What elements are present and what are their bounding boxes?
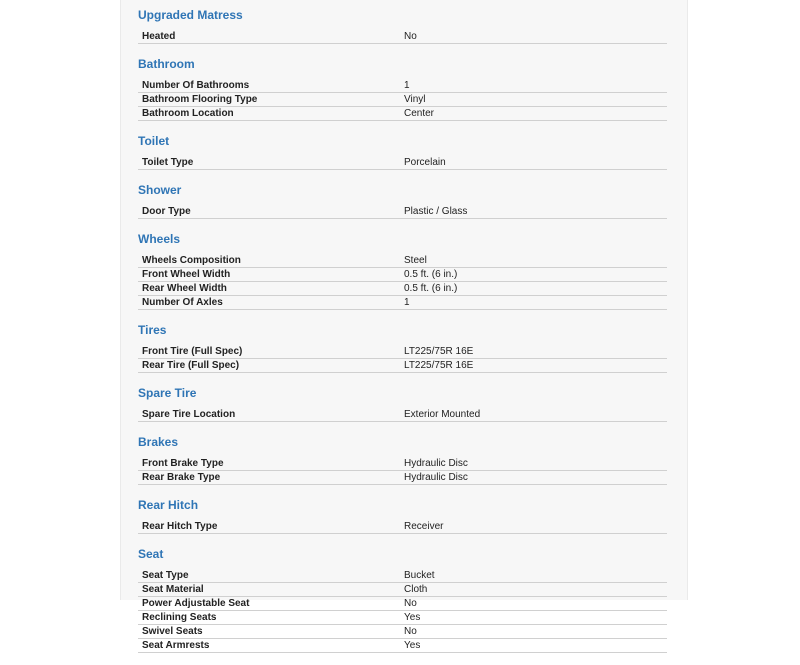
spec-value: 1 bbox=[404, 297, 410, 308]
spec-section bbox=[138, 7, 667, 44]
spec-row bbox=[138, 569, 667, 583]
spec-label: Heated bbox=[142, 31, 176, 42]
spec-table bbox=[138, 345, 667, 373]
spec-label: Seat Type bbox=[142, 570, 189, 581]
spec-value: Porcelain bbox=[404, 157, 446, 168]
spec-section bbox=[138, 322, 667, 373]
spec-table bbox=[138, 408, 667, 422]
spec-value: No bbox=[404, 598, 417, 609]
spec-value: 1 bbox=[404, 80, 410, 91]
spec-table bbox=[138, 254, 667, 310]
spec-table bbox=[138, 79, 667, 121]
spec-table bbox=[138, 457, 667, 485]
spec-row bbox=[138, 583, 667, 597]
spec-table bbox=[138, 520, 667, 534]
spec-row bbox=[138, 597, 667, 611]
spec-value: LT225/75R 16E bbox=[404, 360, 474, 371]
spec-value: Bucket bbox=[404, 570, 435, 581]
spec-label: Bathroom Location bbox=[142, 108, 234, 119]
spec-value: LT225/75R 16E bbox=[404, 346, 474, 357]
spec-section bbox=[138, 133, 667, 170]
spec-section bbox=[138, 385, 667, 422]
spec-list bbox=[138, 7, 667, 665]
spec-table bbox=[138, 156, 667, 170]
spec-row bbox=[138, 282, 667, 296]
spec-section bbox=[138, 231, 667, 310]
spec-row bbox=[138, 268, 667, 282]
spec-row bbox=[138, 296, 667, 310]
spec-value: 0.5 ft. (6 in.) bbox=[404, 283, 458, 294]
spec-value: Receiver bbox=[404, 521, 444, 532]
spec-row bbox=[138, 457, 667, 471]
spec-label: Rear Wheel Width bbox=[142, 283, 227, 294]
spec-label: Number Of Axles bbox=[142, 297, 223, 308]
section-heading: Wheels bbox=[138, 232, 181, 246]
spec-row bbox=[138, 79, 667, 93]
spec-label: Rear Hitch Type bbox=[142, 521, 218, 532]
section-heading: Upgraded Matress bbox=[138, 8, 243, 22]
spec-row bbox=[138, 107, 667, 121]
section-heading: Tires bbox=[138, 323, 167, 337]
spec-label: Rear Brake Type bbox=[142, 472, 221, 483]
spec-row bbox=[138, 625, 667, 639]
spec-label: Rear Tire (Full Spec) bbox=[142, 360, 240, 371]
spec-row bbox=[138, 471, 667, 485]
spec-value: Yes bbox=[404, 640, 421, 651]
spec-row bbox=[138, 254, 667, 268]
spec-value: Center bbox=[404, 108, 435, 119]
spec-label: Swivel Seats bbox=[142, 626, 203, 637]
spec-value: Exterior Mounted bbox=[404, 409, 481, 420]
spec-label: Toilet Type bbox=[142, 157, 194, 168]
spec-label: Reclining Seats bbox=[142, 612, 217, 623]
spec-value: No bbox=[404, 626, 417, 637]
spec-row bbox=[138, 205, 667, 219]
spec-section bbox=[138, 497, 667, 534]
spec-label: Number Of Bathrooms bbox=[142, 80, 250, 91]
spec-value: Yes bbox=[404, 612, 421, 623]
spec-table bbox=[138, 30, 667, 44]
spec-label: Seat Material bbox=[142, 584, 204, 595]
spec-row bbox=[138, 611, 667, 625]
spec-value: Hydraulic Disc bbox=[404, 458, 468, 469]
spec-row bbox=[138, 156, 667, 170]
spec-label: Power Adjustable Seat bbox=[142, 598, 250, 609]
spec-section bbox=[138, 546, 667, 653]
spec-label: Front Wheel Width bbox=[142, 269, 231, 280]
spec-row bbox=[138, 520, 667, 534]
spec-label: Front Tire (Full Spec) bbox=[142, 346, 243, 357]
spec-label: Wheels Composition bbox=[142, 255, 241, 266]
spec-value: No bbox=[404, 31, 417, 42]
section-heading: Bathroom bbox=[138, 57, 195, 71]
spec-row bbox=[138, 408, 667, 422]
spec-value: Cloth bbox=[404, 584, 428, 595]
spec-row bbox=[138, 93, 667, 107]
spec-value: Hydraulic Disc bbox=[404, 472, 468, 483]
spec-section bbox=[138, 434, 667, 485]
spec-value: Plastic / Glass bbox=[404, 206, 468, 217]
spec-value: Vinyl bbox=[404, 94, 426, 105]
spec-table bbox=[138, 205, 667, 219]
section-heading: Shower bbox=[138, 183, 182, 197]
spec-row bbox=[138, 639, 667, 653]
spec-value: 0.5 ft. (6 in.) bbox=[404, 269, 458, 280]
spec-section bbox=[138, 56, 667, 121]
section-heading: Seat bbox=[138, 547, 164, 561]
section-heading: Toilet bbox=[138, 134, 170, 148]
spec-row bbox=[138, 359, 667, 373]
spec-label: Front Brake Type bbox=[142, 458, 224, 469]
specifications-panel bbox=[120, 0, 688, 651]
section-heading: Rear Hitch bbox=[138, 498, 199, 512]
spec-label: Spare Tire Location bbox=[142, 409, 236, 420]
section-heading: Brakes bbox=[138, 435, 179, 449]
spec-value: Steel bbox=[404, 255, 427, 266]
spec-row bbox=[138, 30, 667, 44]
section-heading: Spare Tire bbox=[138, 386, 197, 400]
spec-table bbox=[138, 569, 667, 653]
spec-label: Door Type bbox=[142, 206, 191, 217]
spec-label: Bathroom Flooring Type bbox=[142, 94, 258, 105]
spec-section bbox=[138, 182, 667, 219]
spec-label: Seat Armrests bbox=[142, 640, 210, 651]
spec-row bbox=[138, 345, 667, 359]
